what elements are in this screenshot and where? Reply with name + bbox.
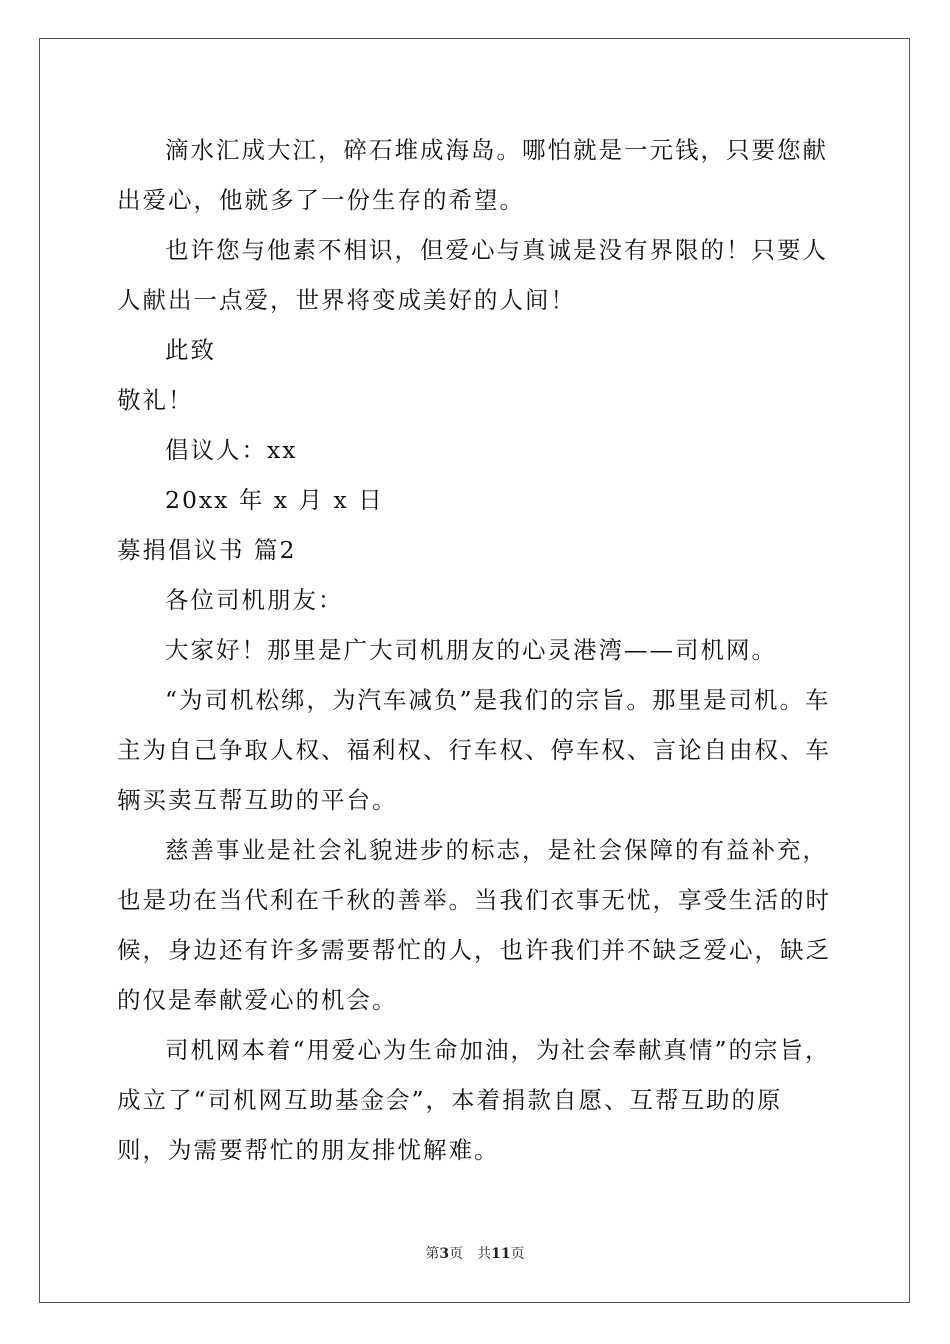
total-page-number: 11 [491, 1246, 511, 1262]
page-suffix: 页 [510, 1246, 525, 1262]
paragraph: 也许您与他素不相识，但爱心与真诚是没有界限的！只要人人献出一点爱，世界将变成美好的人间！ [117, 236, 828, 314]
date: 20xx 年 x 月 x 日 [165, 486, 384, 514]
page-mid: 页 共 [449, 1246, 492, 1262]
page-footer [0, 1244, 950, 1264]
current-page-number: 3 [439, 1246, 450, 1262]
closing-regards: 敬礼！ [117, 386, 194, 414]
paragraph: “为司机松绑，为汽车减负”是我们的宗旨。那里是司机。车主为自己争取人权、福利权、行车权、停车权、言论自由权、车辆买卖互帮互助的平台。 [117, 686, 831, 814]
signer: 倡议人：xx [165, 436, 298, 464]
document-body [117, 125, 833, 1175]
greeting: 各位司机朋友： [165, 586, 344, 614]
paragraph: 滴水汇成大江，碎石堆成海岛。哪怕就是一元钱，只要您献出爱心，他就多了一份生存的希望。 [117, 136, 828, 214]
paragraph: 慈善事业是社会礼貌进步的标志，是社会保障的有益补充，也是功在当代利在千秋的善举。当我们衣事无忧，享受生活的时候，身边还有许多需要帮忙的人，也许我们并不缺乏爱心，缺乏的仅是奉献爱心的机会。 [117, 836, 831, 1014]
section-title: 募捐倡议书 篇2 [117, 536, 297, 564]
closing-salutation: 此致 [165, 336, 216, 364]
paragraph: 大家好！那里是广大司机朋友的心灵港湾——司机网。 [165, 636, 777, 664]
paragraph: 司机网本着“用爱心为生命加油，为社会奉献真情”的宗旨，成立了“司机网互助基金会”，本着捐款自愿、互帮互助的原则，为需要帮忙的朋友排忧解难。 [117, 1036, 831, 1164]
page-prefix: 第 [425, 1246, 440, 1262]
